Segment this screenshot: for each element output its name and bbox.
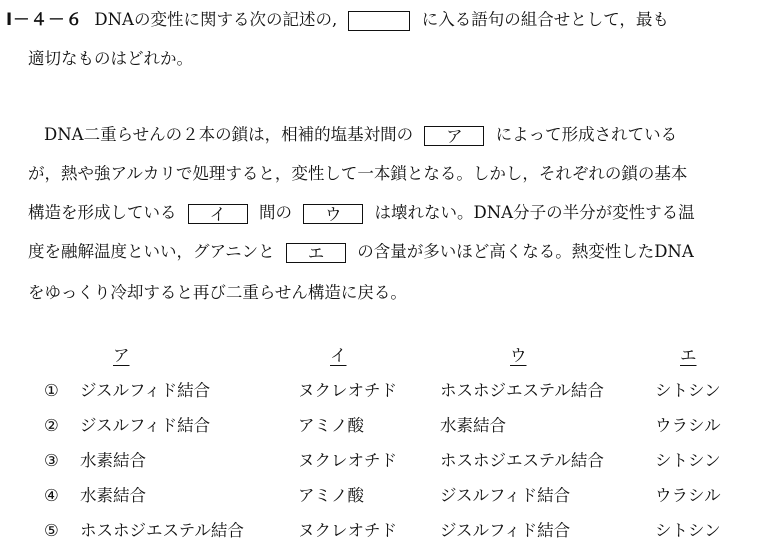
option-e: ウラシル (655, 486, 721, 505)
option-a: ホスホジエステル結合 (80, 521, 244, 540)
question-number: Ⅰ－４－６ (6, 10, 84, 29)
option-i: ヌクレオチド (298, 521, 397, 540)
header-i: イ (330, 346, 347, 365)
passage-text: は壊れない。DNA分子の半分が変性する温 (374, 203, 695, 222)
header-e: エ (680, 346, 697, 365)
passage-text: 度を融解温度といい，グアニンと (28, 242, 275, 261)
option-a: ジスルフィド結合 (80, 416, 211, 435)
option-i: アミノ酸 (298, 416, 364, 435)
option-i: ヌクレオチド (298, 381, 397, 400)
passage-text: 間の (259, 203, 292, 222)
option-u: ジスルフィド結合 (440, 521, 571, 540)
option-e: シトシン (655, 521, 721, 540)
option-number[interactable]: ④ (44, 486, 59, 505)
option-number[interactable]: ② (44, 416, 59, 435)
option-u: ジスルフィド結合 (440, 486, 571, 505)
header-a: ア (113, 346, 130, 365)
blank-u-box: ウ (303, 204, 363, 224)
passage-text: の含量が多いほど高くなる。熱変性したDNA (357, 242, 694, 261)
passage-text: DNA二重らせんの２本の鎖は，相補的塩基対間の (44, 125, 414, 144)
option-number[interactable]: ① (44, 381, 59, 400)
blank-a-box: ア (424, 126, 484, 146)
option-e: シトシン (655, 451, 721, 470)
passage-line3 (28, 202, 695, 224)
stem-text-part2: に入る語句の組合せとして，最も (421, 10, 669, 29)
blank-e-box: エ (286, 243, 346, 263)
option-a: 水素結合 (80, 451, 146, 470)
option-e: シトシン (655, 381, 721, 400)
option-number[interactable]: ③ (44, 451, 59, 470)
option-a: ジスルフィド結合 (80, 381, 211, 400)
passage-text: 構造を形成している (28, 203, 177, 222)
option-u: ホスホジエステル結合 (440, 381, 604, 400)
option-i: アミノ酸 (298, 486, 364, 505)
passage-line5: をゆっくり冷却すると再び二重らせん構造に戻る。 (28, 283, 407, 302)
passage-line1 (44, 124, 677, 146)
question-stem-line2: 適切なものはどれか。 (28, 49, 193, 68)
option-e: ウラシル (655, 416, 721, 435)
blank-i-box: イ (188, 204, 248, 224)
passage-text: によって形成されている (495, 125, 678, 144)
blank-box (348, 11, 410, 31)
option-u: ホスホジエステル結合 (440, 451, 604, 470)
header-u: ウ (510, 346, 527, 365)
question-stem-line1 (6, 9, 669, 31)
passage-line2: が，熱や強アルカリで処理すると，変性して一本鎖となる。しかし，それぞれの鎖の基本 (28, 164, 688, 183)
option-a: 水素結合 (80, 486, 146, 505)
stem-text-part1: DNAの変性に関する次の記述の, (94, 10, 338, 29)
passage-line4 (28, 241, 694, 263)
option-u: 水素結合 (440, 416, 506, 435)
option-number[interactable]: ⑤ (44, 521, 59, 540)
option-i: ヌクレオチド (298, 451, 397, 470)
